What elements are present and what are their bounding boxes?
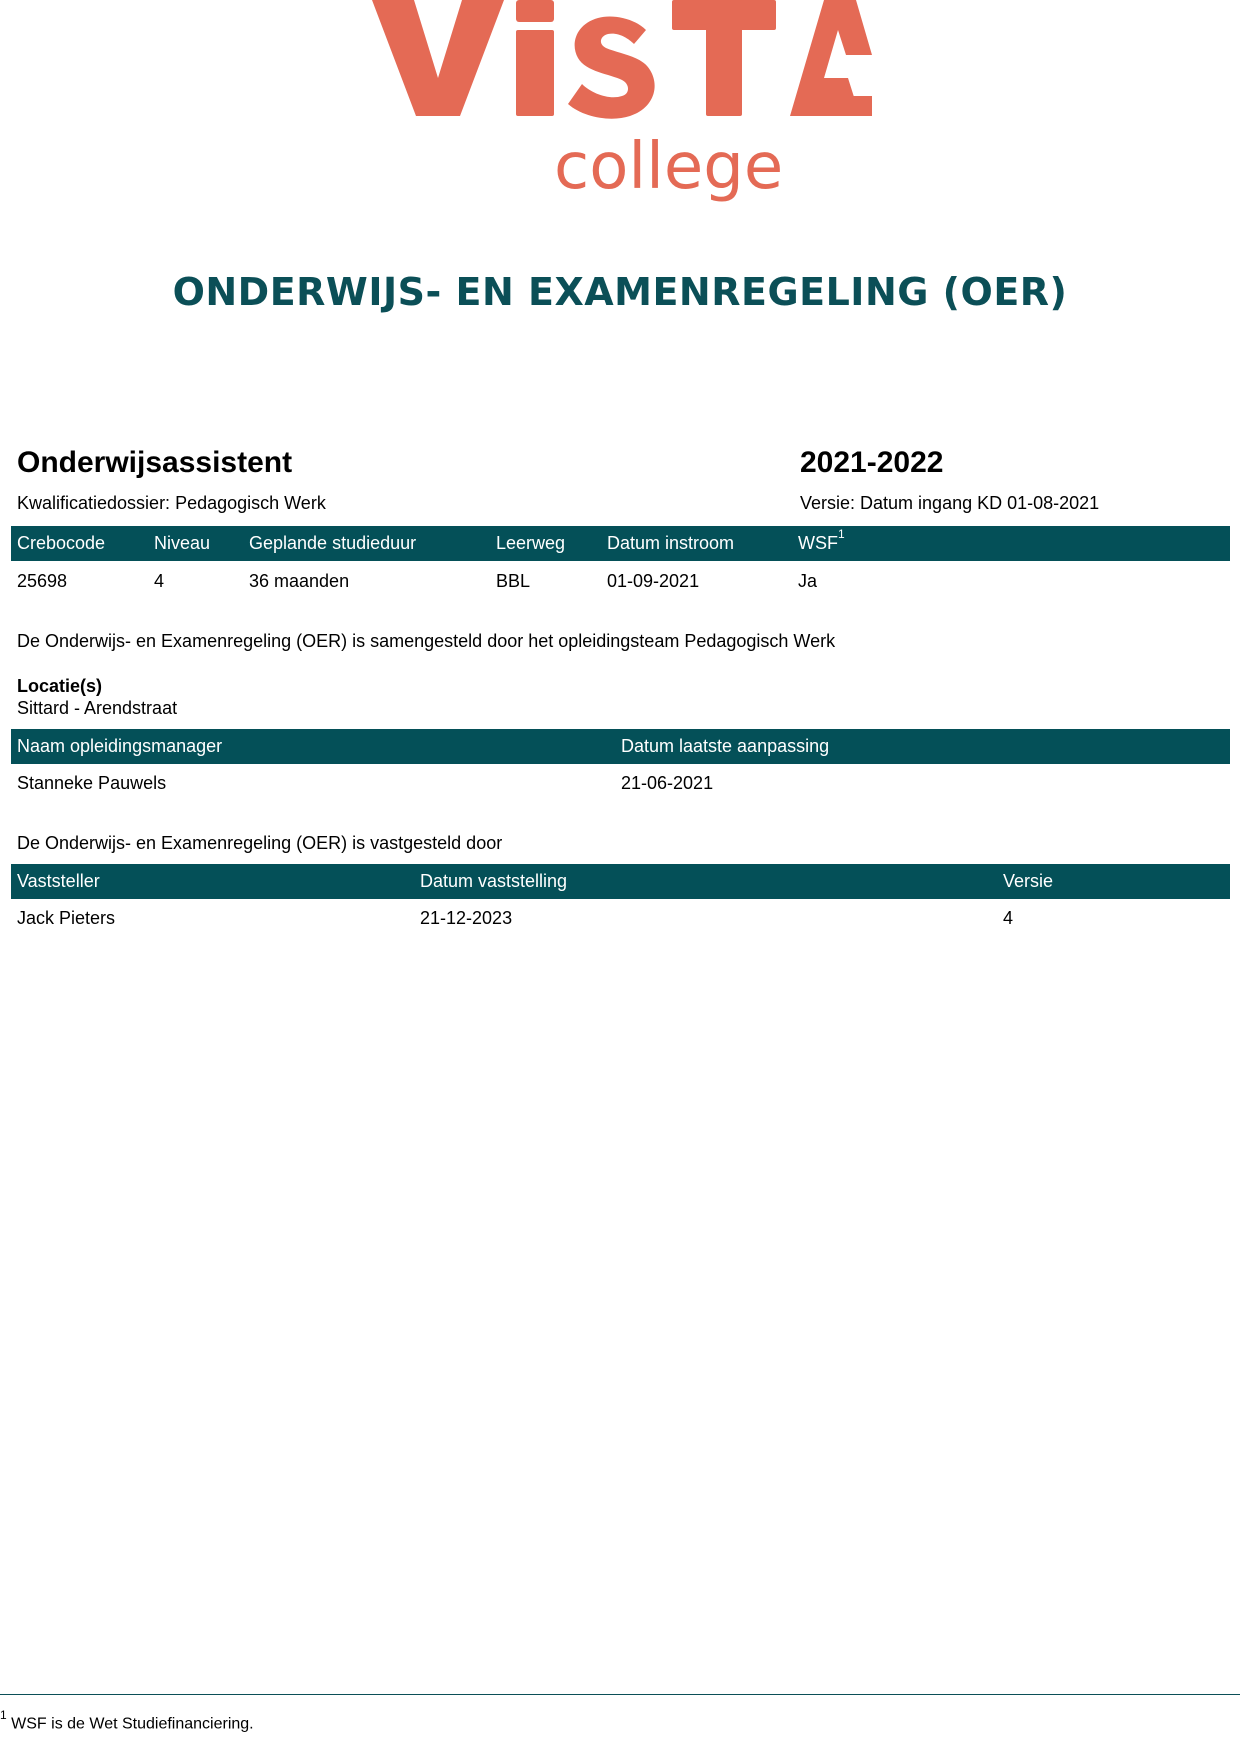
document-title: ONDERWIJS- EN EXAMENREGELING (OER): [172, 270, 1068, 314]
vista-college-logo: [372, 0, 872, 205]
cell-vaststeller: Jack Pieters: [17, 908, 116, 928]
cell-datum-vaststelling: 21-12-2023: [420, 908, 513, 928]
footnote-mark: 1: [0, 1708, 7, 1722]
footnote-ref: 1: [838, 527, 845, 541]
cell-crebocode: 25698: [17, 571, 68, 591]
version-note: Versie: Datum ingang KD 01-08-2021: [800, 493, 1100, 513]
qualification-dossier: Kwalificatiedossier: Pedagogisch Werk: [17, 493, 326, 513]
cell-wsf: Ja: [798, 571, 818, 591]
team-text: De Onderwijs- en Examenregeling (OER) is samengesteld door het opleidingsteam Pedagogisch Werk: [17, 631, 836, 651]
cell-leerweg: BBL: [496, 571, 531, 591]
header-datum-vaststelling: Datum vaststelling: [420, 871, 568, 891]
header-laatste-aanpassing: Datum laatste aanpassing: [621, 736, 830, 756]
program-name: Onderwijsassistent: [17, 446, 293, 479]
cell-datum-instroom: 01-09-2021: [607, 571, 700, 591]
established-text: De Onderwijs- en Examenregeling (OER) is vastgesteld door: [17, 833, 503, 853]
footnote-text: WSF is de Wet Studiefinanciering.: [11, 1715, 254, 1733]
header-vaststeller: Vaststeller: [17, 871, 100, 891]
header-leerweg: Leerweg: [496, 533, 566, 553]
footnote: [0, 1708, 254, 1733]
header-opleidingsmanager: Naam opleidingsmanager: [17, 736, 223, 756]
school-year: 2021-2022: [800, 446, 944, 479]
location-value: Sittard - Arendstraat: [17, 698, 178, 718]
table1-header-bar: [11, 526, 1230, 561]
logo-wordmark: [372, 0, 872, 119]
header-datum-instroom: Datum instroom: [607, 533, 735, 553]
footnote-divider: [0, 1694, 1240, 1695]
header-niveau: Niveau: [154, 533, 211, 553]
table2-header-bar: [11, 729, 1230, 764]
cell-studieduur: 36 maanden: [249, 571, 350, 591]
cell-versie: 4: [1003, 908, 1014, 928]
cell-opleidingsmanager: Stanneke Pauwels: [17, 773, 167, 793]
cell-laatste-aanpassing: 21-06-2021: [621, 773, 714, 793]
table3-header-bar: [11, 864, 1230, 899]
header-crebocode: Crebocode: [17, 533, 106, 553]
logo-subword: college: [554, 130, 784, 204]
location-label: Locatie(s): [17, 676, 103, 696]
header-versie: Versie: [1003, 871, 1054, 891]
cell-niveau: 4: [154, 571, 165, 591]
header-studieduur: Geplande studieduur: [249, 533, 417, 553]
header-wsf: WSF$^1$: [798, 527, 845, 553]
